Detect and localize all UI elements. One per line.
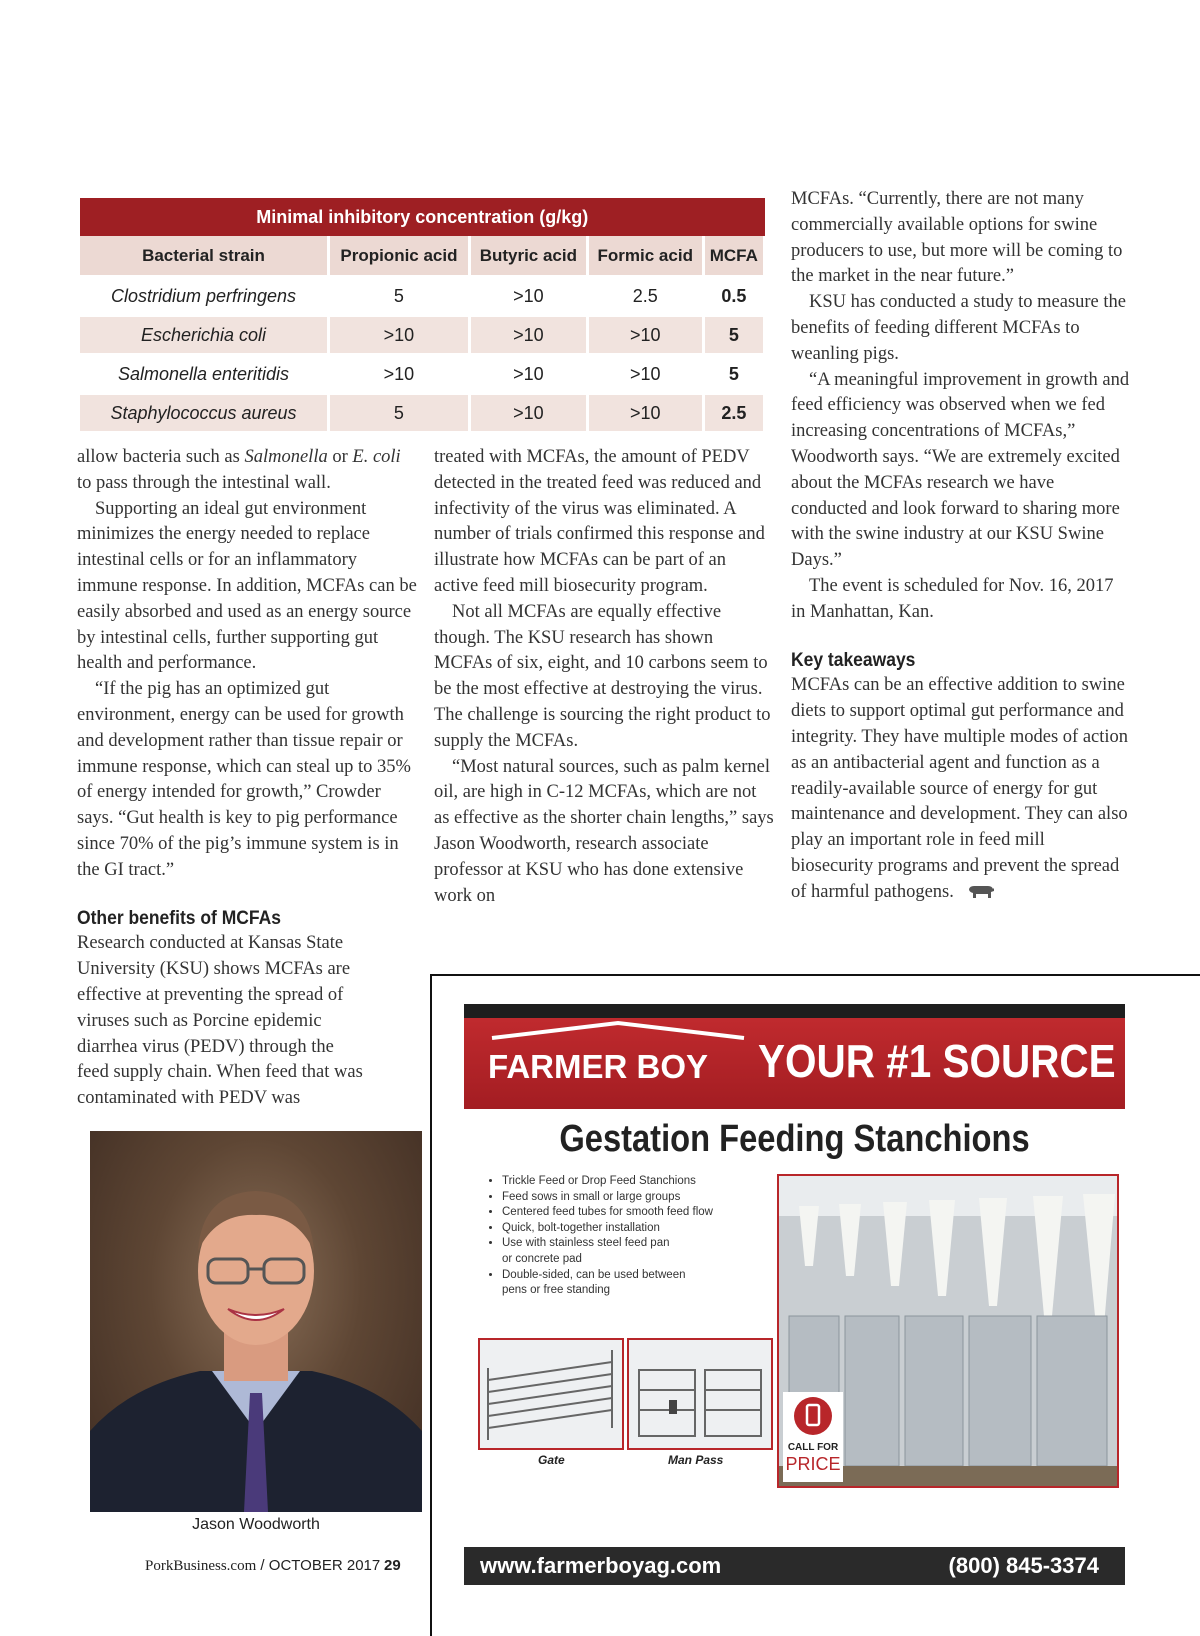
cell-mcfa: 5	[703, 316, 764, 355]
paragraph	[77, 445, 417, 497]
paragraph	[791, 673, 1131, 905]
portrait-photo	[90, 1131, 422, 1512]
folio-page-number: 29	[383, 1557, 401, 1574]
folio-separator: /	[256, 1557, 269, 1574]
gate-label: Gate	[538, 1453, 565, 1467]
list-item: • Use with stainless steel feed pan or concrete pad	[502, 1236, 672, 1267]
folio-issue: OCTOBER 2017	[268, 1557, 381, 1574]
table-title	[80, 198, 765, 236]
list-item: • Quick, bolt-together installation	[502, 1221, 772, 1237]
paragraph: “A meaningful improvement in growth and feed efficiency was observed when we fed increasing concentrations of MCFAs,” Woodworth says. “We are extremely excited about the MCFAs research we have conducted and look forward to sharing more with the swine industry at our KSU Swine Days.”	[791, 369, 1130, 571]
paragraph: The event is scheduled for Nov. 16, 2017 in Manhattan, Kan.	[791, 575, 1114, 622]
cell-propionic: >10	[329, 316, 470, 355]
paragraph: Research conducted at Kansas State University (KSU) shows MCFAs are effective at preventing the spread of viruses such as Porcine epidemic diarrhea virus (PEDV) through the feed supply chain. When feed that was contaminated with PEDV was	[77, 933, 363, 1109]
cell-butyric: >10	[469, 355, 587, 394]
table-row	[80, 316, 765, 355]
ad-footer-bar	[464, 1547, 1125, 1585]
cell-formic: >10	[587, 355, 703, 394]
ad-brand: FARMER BOY	[488, 1048, 709, 1085]
man-pass-label: Man Pass	[668, 1453, 724, 1467]
cell-strain: Clostridium perfringens	[80, 277, 329, 316]
header-strain: Bacterial strain	[80, 236, 329, 277]
header-butyric: Butyric acid	[469, 236, 587, 277]
table-row	[80, 277, 765, 316]
cell-strain: Staphylococcus aureus	[80, 394, 329, 433]
cell-formic: >10	[587, 316, 703, 355]
cell-mcfa: 5	[703, 355, 764, 394]
species-name: Salmonella	[244, 447, 328, 467]
price-label: PRICE	[785, 1454, 841, 1474]
section-heading: Key takeaways	[791, 649, 916, 671]
text-run: allow bacteria such as	[77, 447, 245, 467]
ad-tagline: YOUR #1 SOURCE	[758, 1035, 1116, 1087]
table-title-unit: (g/kg)	[539, 206, 589, 227]
cell-butyric: >10	[469, 277, 587, 316]
section-heading: Other benefits of MCFAs	[77, 907, 281, 929]
cell-mcfa: 2.5	[703, 394, 764, 433]
list-item: • Feed sows in small or large groups	[502, 1190, 772, 1206]
ad-top-bar	[464, 1004, 1125, 1018]
page-folio	[145, 1557, 401, 1575]
paragraph: MCFAs. “Currently, there are not many commercially available options for swine producers to use, but more will be coming to the market in the near future.”	[791, 189, 1123, 287]
paragraph: “Most natural sources, such as palm kernel oil, are high in C-12 MCFAs, which are not as effective as the shorter chain lengths,” says Jason Woodworth, research associate professor at KSU who has done extensive work on	[434, 756, 774, 906]
call-for-label: CALL FOR	[787, 1442, 839, 1453]
paragraph: Not all MCFAs are equally effective though. The KSU research has shown MCFAs of six, eight, and 10 carbons seem to be the most effective at destroying the virus. The challenge is sourcing the right product to supply the MCFAs.	[434, 601, 771, 751]
text-run: to pass through the intestinal wall.	[77, 472, 331, 493]
ad-website-link[interactable]: www.farmerboyag.com	[480, 1553, 722, 1578]
stanchion-photo	[777, 1174, 1119, 1488]
cell-strain: Escherichia coli	[80, 316, 329, 355]
cell-propionic: >10	[329, 355, 470, 394]
gate-illustration	[480, 1340, 622, 1448]
header-propionic: Propionic acid	[329, 236, 470, 277]
cell-formic: >10	[587, 394, 703, 433]
ad-banner	[464, 1018, 1125, 1109]
ad-phone-number[interactable]: (800) 845-3374	[948, 1553, 1099, 1578]
cell-propionic: 5	[329, 277, 470, 316]
call-badge	[783, 1392, 843, 1482]
paragraph: KSU has conducted a study to measure the benefits of feeding different MCFAs to weanling pigs.	[791, 292, 1126, 364]
table-row	[80, 394, 765, 433]
man-pass-photo	[627, 1338, 773, 1450]
phone-icon	[793, 1396, 833, 1436]
article-column-3	[791, 187, 1131, 906]
cell-butyric: >10	[469, 316, 587, 355]
header-formic: Formic acid	[587, 236, 703, 277]
folio-site: PorkBusiness.com	[145, 1558, 257, 1574]
paragraph: “If the pig has an optimized gut environment, energy can be used for growth and development rather than tissue repair or immune response, which can steal up to 35% of energy intended for growth,” Crowder says. “Gut health is key to pig performance since 70% of the pig’s immune system is in the GI tract.”	[77, 679, 411, 880]
table-title-main: Minimal inhibitory concentration	[256, 206, 535, 227]
cell-strain: Salmonella enteritidis	[80, 355, 329, 394]
list-item: • Centered feed tubes for smooth feed flow	[502, 1205, 772, 1221]
photo-caption: Jason Woodworth	[192, 1516, 320, 1533]
article-column-2	[434, 445, 774, 909]
ad-heading: Gestation Feeding Stanchions	[559, 1118, 1030, 1160]
text-run: MCFAs can be an effective addition to swine diets to support optimal gut performance and integrity. They have multiple modes of action as an antibacterial agent and function as a readily-available source of energy for gut maintenance and development. They can also play an important role in feed mill biosecurity programs and prevent the spread of harmful pathogens.	[791, 675, 1129, 902]
list-item: • Double-sided, can be used between pens or free standing	[502, 1268, 692, 1299]
gate-photo	[478, 1338, 624, 1450]
table-row	[80, 355, 765, 394]
cell-butyric: >10	[469, 394, 587, 433]
header-mcfa: MCFA	[703, 236, 764, 277]
cell-mcfa: 0.5	[703, 277, 764, 316]
mic-table	[80, 198, 766, 434]
paragraph: Supporting an ideal gut environment minimizes the energy needed to replace intestinal cells or for an inflammatory immune response. In addition, MCFAs can be easily absorbed and used as an energy source by intestinal cells, further supporting gut health and performance.	[77, 498, 417, 674]
text-run: or	[327, 447, 353, 467]
paragraph: treated with MCFAs, the amount of PEDV detected in the treated feed was reduced and infectivity of the virus was eliminated. A number of trials confirmed this response and illustrate how MCFAs can be part of an active feed mill biosecurity program.	[434, 447, 765, 596]
ad-feature-list	[486, 1174, 772, 1299]
species-name: E. coli	[352, 447, 401, 467]
article-column-1	[77, 445, 417, 1112]
man-pass-illustration	[629, 1340, 771, 1448]
portrait-illustration	[90, 1131, 422, 1512]
roof-logo-icon	[488, 1020, 748, 1040]
cell-formic: 2.5	[587, 277, 703, 316]
pig-icon	[967, 884, 995, 900]
cell-propionic: 5	[329, 394, 470, 433]
list-item: • Trickle Feed or Drop Feed Stanchions	[502, 1174, 772, 1190]
